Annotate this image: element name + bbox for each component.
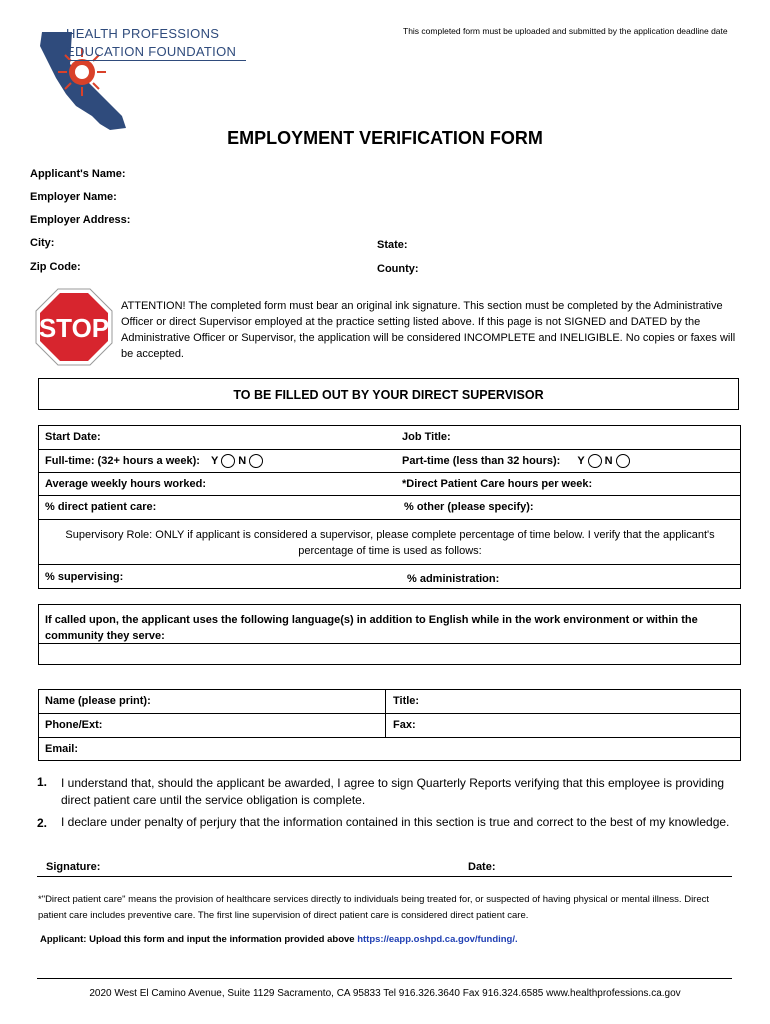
pct-other-label: % other (please specify): (404, 501, 534, 513)
footer-divider (37, 978, 732, 979)
full-time-row (45, 454, 263, 468)
date-label: Date: (468, 861, 496, 873)
language-input[interactable] (40, 645, 739, 663)
stop-sign-text: STOP (38, 313, 110, 343)
funding-portal-link[interactable]: https://eapp.oshpd.ca.gov/funding/. (357, 934, 518, 945)
upload-instruction-text: Applicant: Upload this form and input the information provided above (40, 934, 358, 945)
city-label: City: (30, 237, 55, 249)
part-time-no-radio[interactable] (616, 454, 630, 468)
name-print-label: Name (please print): (45, 695, 151, 707)
supervisor-banner-text: TO BE FILLED OUT BY YOUR DIRECT SUPERVISOR (233, 388, 544, 402)
signature-line (37, 876, 732, 877)
upload-deadline-note: This completed form must be uploaded and submitted by the application deadline date (403, 26, 728, 36)
statement-2-text: I declare under penalty of perjury that the information contained in this section is true and correct to the best of my knowledge. (61, 815, 730, 829)
job-title-label: Job Title: (402, 431, 451, 443)
part-time-yes-label: Y (577, 454, 585, 467)
pct-direct-patient-care-label: % direct patient care: (45, 501, 157, 513)
logo-text-line1: HEALTH PROFESSIONS (66, 26, 220, 41)
attention-notice: ATTENTION! The completed form must bear an original ink signature. This section must be completed by the Administrative Officer or direct Supervisor employed at the practice setting listed above. If this page is not SIGNED and DATED by the Administrative Officer or Supervisor, the application will be considered INCOMPLETE and INELIGIBLE. No copies or faxes will be accepted. (121, 300, 736, 360)
signature-label: Signature: (46, 861, 101, 873)
fax-label: Fax: (393, 719, 416, 731)
full-time-no-radio[interactable] (249, 454, 263, 468)
full-time-yes-label: Y (211, 454, 219, 467)
part-time-no-label: N (604, 454, 613, 467)
full-time-yes-radio[interactable] (221, 454, 235, 468)
part-time-label: Part-time (less than 32 hours): (402, 454, 561, 467)
phone-ext-label: Phone/Ext: (45, 719, 103, 731)
direct-patient-care-footnote: *"Direct patient care" means the provision of healthcare services directly to individuals being treated for, or suspected of having physical or mental illness. Direct patient care includes preventive care. The first line supervision of direct patient care is considered direct patient care. (38, 894, 710, 921)
statement-2-number: 2. (37, 816, 48, 830)
county-label: County: (377, 263, 419, 275)
part-time-row (402, 454, 630, 468)
zip-code-label: Zip Code: (30, 261, 81, 273)
applicant-name-label: Applicant's Name: (30, 168, 126, 180)
statement-1-number: 1. (37, 775, 48, 789)
part-time-yes-radio[interactable] (588, 454, 602, 468)
footer-address: 2020 West El Camino Avenue, Suite 1129 Sacramento, CA 95833 Tel 916.326.3640 Fax 916.324.6585 www.healthprofessions.ca.gov (89, 988, 681, 999)
email-label: Email: (45, 743, 79, 755)
supervisory-role-note: Supervisory Role: ONLY if applicant is considered a supervisor, please complete percentage of time below. I verify that the applicant's percentage of time is used as follows: (65, 529, 715, 557)
language-prompt: If called upon, the applicant uses the following language(s) in addition to English while in the work environment or within the community they serve: (45, 614, 698, 642)
pct-administration-label: % administration: (407, 573, 500, 585)
full-time-no-label: N (238, 454, 247, 467)
full-time-label: Full-time: (32+ hours a week): (45, 454, 200, 467)
stop-sign-icon (35, 288, 113, 366)
avg-weekly-hours-label: Average weekly hours worked: (45, 478, 206, 490)
direct-patient-care-hours-label: *Direct Patient Care hours per week: (402, 478, 593, 490)
contact-title-label: Title: (393, 695, 420, 707)
logo-underline (66, 60, 246, 61)
page-title: EMPLOYMENT VERIFICATION FORM (227, 128, 543, 148)
state-label: State: (377, 239, 408, 251)
statement-1-text: I understand that, should the applicant be awarded, I agree to sign Quarterly Reports verifying that this employee is providing direct patient care until the service obligation is complete. (61, 776, 725, 807)
employer-address-label: Employer Address: (30, 214, 131, 226)
supervisor-banner (38, 378, 739, 410)
logo-text-line2: EDUCATION FOUNDATION (66, 44, 237, 59)
pct-supervising-label: % supervising: (45, 571, 124, 583)
upload-instruction (40, 934, 518, 945)
logo (30, 24, 250, 134)
employer-name-label: Employer Name: (30, 191, 117, 203)
start-date-label: Start Date: (45, 431, 101, 443)
